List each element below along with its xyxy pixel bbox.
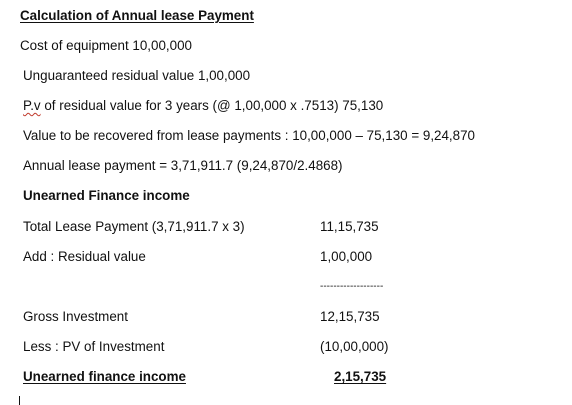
row-label: Total Lease Payment (3,71,911.7 x 3): [23, 219, 245, 234]
row-label: Gross Investment: [23, 309, 128, 324]
pv-abbrev-spellcheck: P.v: [23, 98, 41, 113]
row-value: 1,00,000: [320, 249, 373, 264]
row-value: (10,00,000): [320, 339, 389, 354]
row-value: 12,15,735: [320, 309, 380, 324]
recover-line: Value to be recovered from lease payments : 10,00,000 – 75,130 = 9,24,870: [23, 128, 475, 143]
separator-dashes: -------------------: [320, 281, 384, 292]
row-label: Add : Residual value: [23, 249, 146, 264]
residual-line: Unguaranteed residual value 1,00,000: [23, 68, 251, 83]
text-cursor: [19, 396, 20, 405]
annual-payment-line: Annual lease payment = 3,71,911.7 (9,24,870/2.4868): [23, 158, 343, 173]
pv-line-rest: of residual value for 3 years (@ 1,00,000 x .7513) 75,130: [40, 98, 384, 113]
document-title: Calculation of Annual lease Payment: [20, 8, 254, 23]
total-label: Unearned finance income: [23, 369, 186, 384]
pv-line: [23, 98, 383, 114]
row-label: Less : PV of Investment: [23, 339, 165, 354]
total-value: 2,15,735: [334, 369, 387, 384]
cost-line: Cost of equipment 10,00,000: [20, 38, 192, 53]
section-heading: Unearned Finance income: [23, 188, 190, 203]
row-value: 11,15,735: [320, 219, 379, 234]
